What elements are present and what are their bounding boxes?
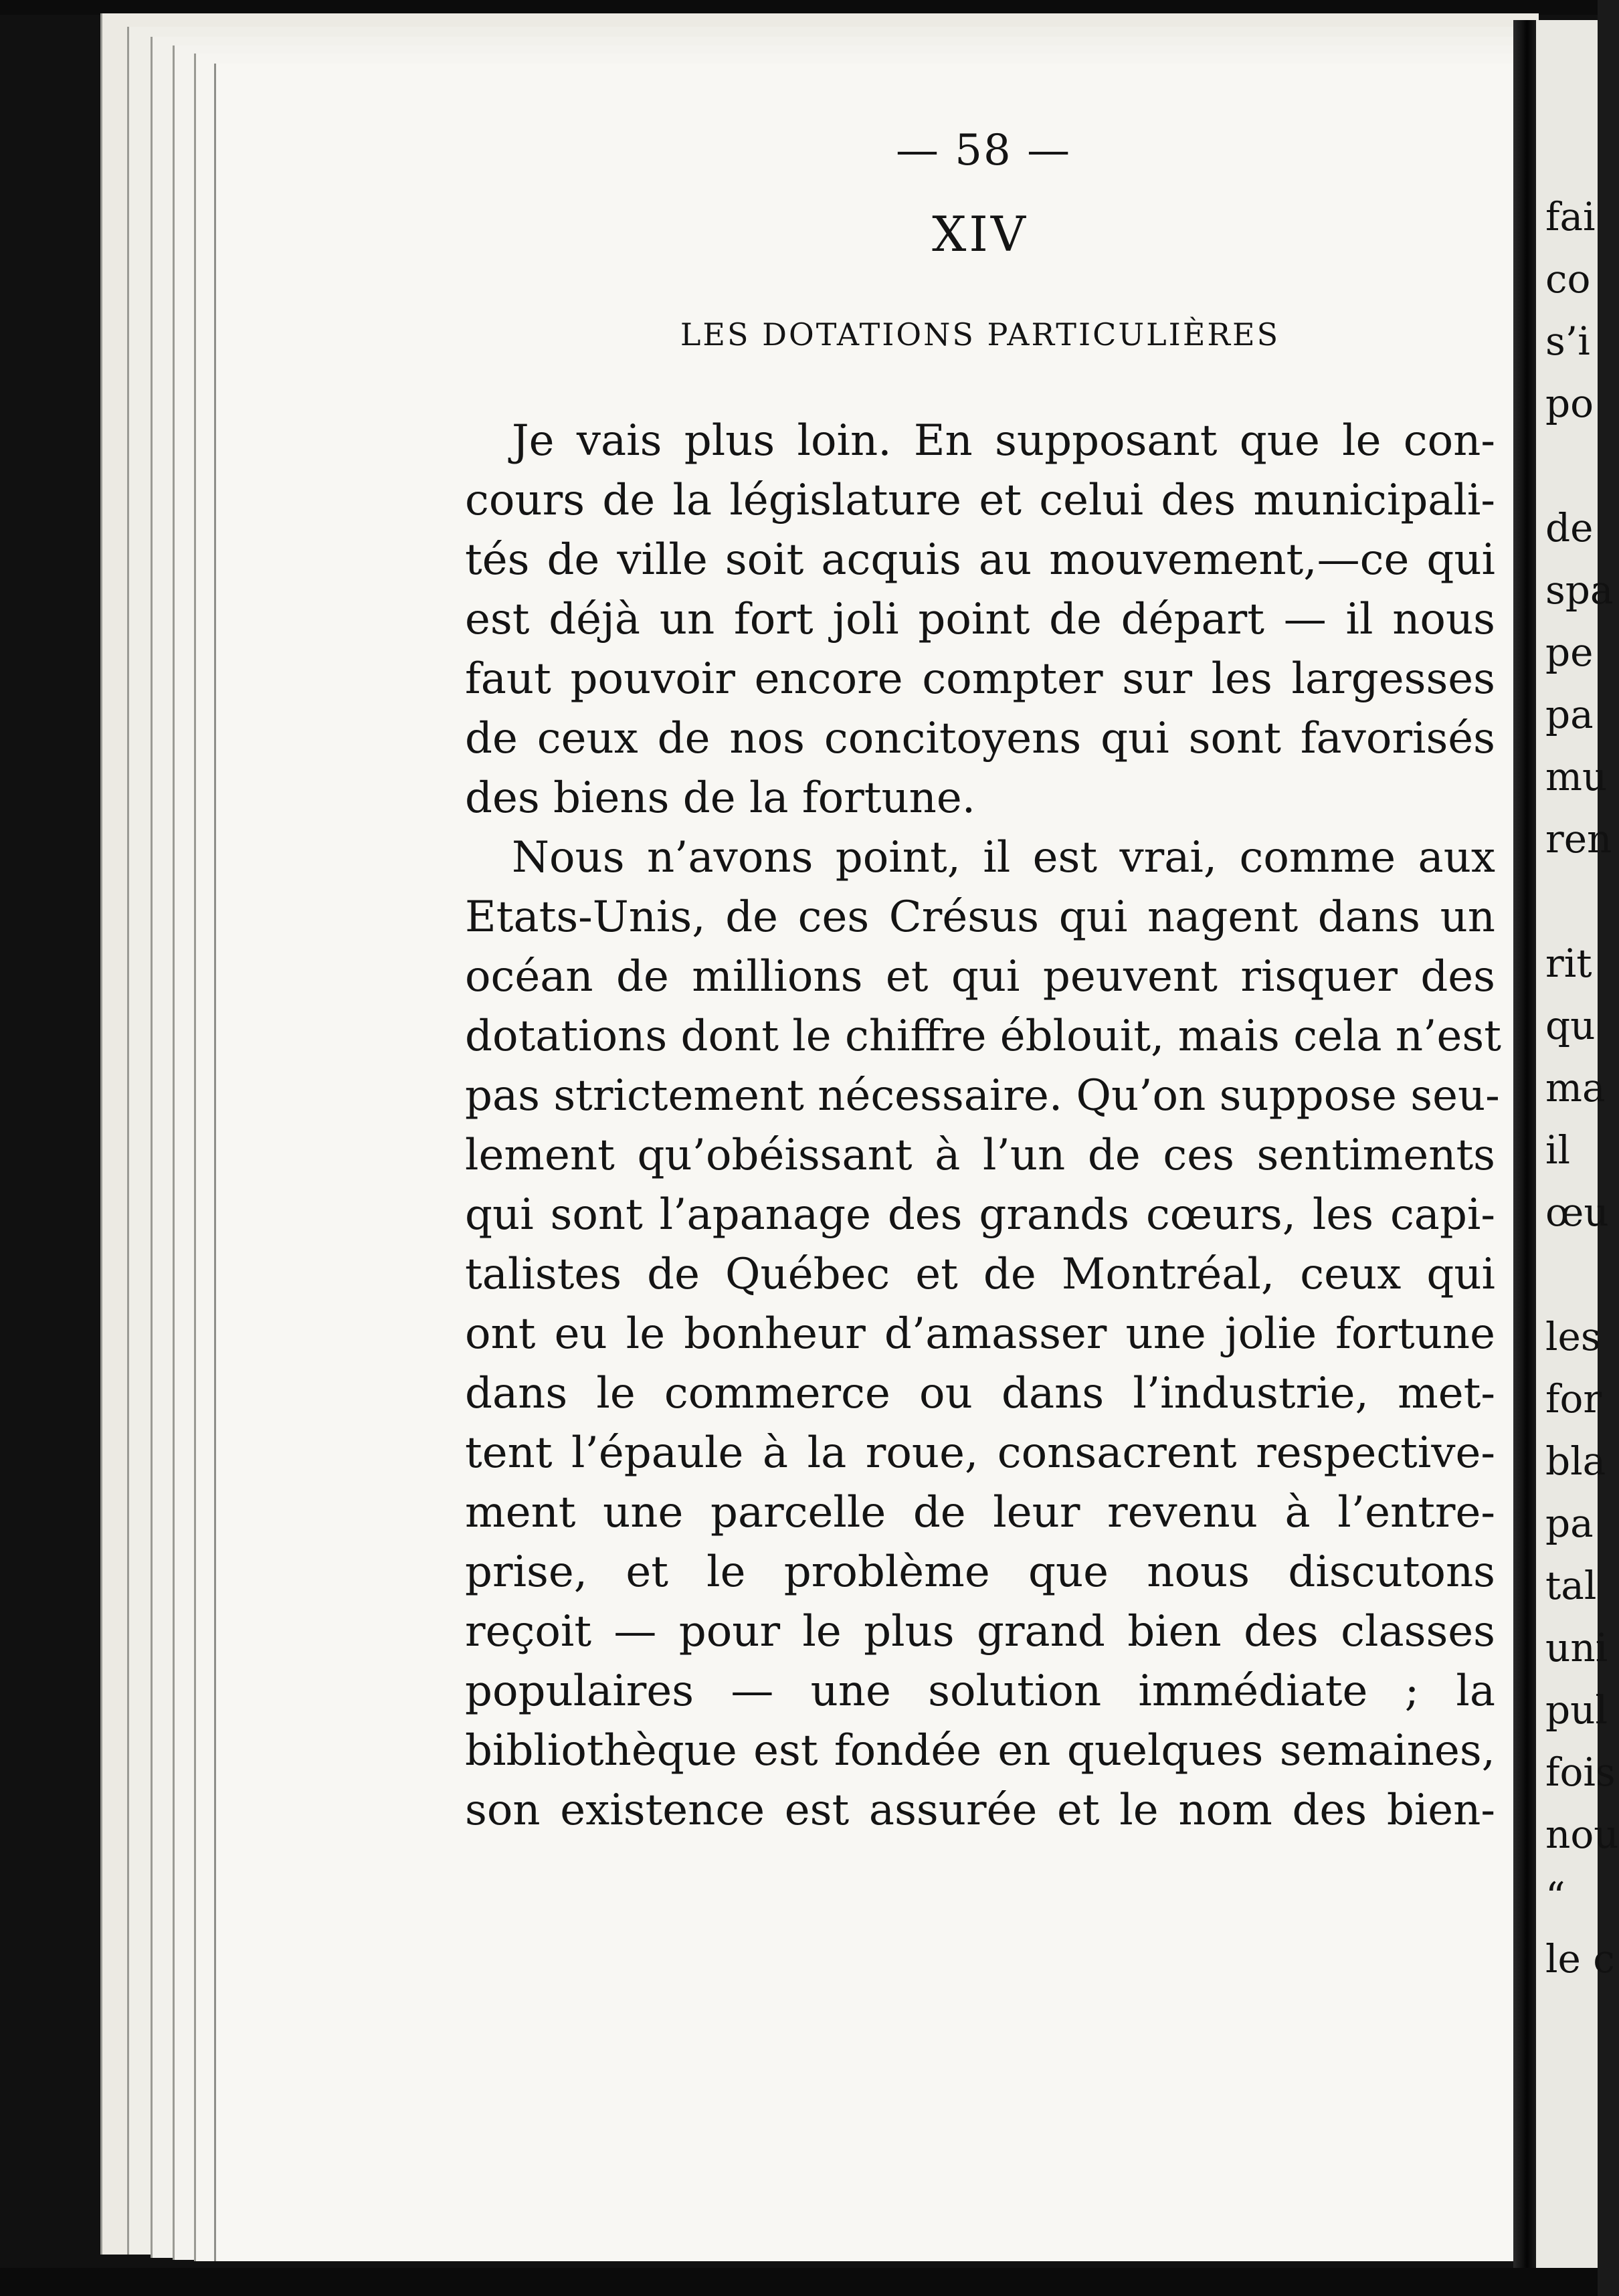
facing-page-fragment: fois: [1545, 1749, 1616, 1795]
text-line: océan de millions et qui peuvent risquer des: [465, 952, 1495, 1001]
text-line: prise, et le problème que nous discutons: [465, 1547, 1495, 1597]
facing-page-fragment: le c: [1545, 1936, 1615, 1982]
facing-page-fragment: s’i: [1545, 318, 1590, 364]
text-line: lement qu’obéissant à l’un de ces sentiments: [465, 1131, 1495, 1180]
facing-page-fragment: spa: [1545, 567, 1614, 613]
page-number: — 58 —: [895, 126, 1072, 175]
text-line: des biens de la fortune.: [465, 773, 976, 823]
text-line: Nous n’avons point, il est vrai, comme aux: [512, 833, 1495, 882]
text-line: populaires — une solution immédiate ; la: [465, 1666, 1495, 1716]
facing-page-fragment: bla: [1545, 1438, 1606, 1484]
text-line: dotations dont le chiffre éblouit, mais cela n’est: [465, 1012, 1501, 1061]
text-line: tent l’épaule à la roue, consacrent respective-: [465, 1428, 1495, 1478]
text-line: Je vais plus loin. En supposant que le con-: [512, 416, 1495, 466]
facing-page-fragment: les: [1545, 1314, 1601, 1359]
paragraph-1: [465, 411, 1495, 828]
facing-page-fragment: for: [1545, 1376, 1602, 1422]
facing-page-fragment: tal: [1545, 1563, 1597, 1608]
facing-page-fragment: uni: [1545, 1625, 1608, 1670]
facing-page-fragment: ma: [1545, 1065, 1606, 1111]
text-line: qui sont l’apanage des grands cœurs, les capi-: [465, 1190, 1495, 1240]
text-line: cours de la législature et celui des municipali-: [465, 476, 1495, 525]
text-line: Etats-Unis, de ces Crésus qui nagent dans un: [465, 892, 1495, 942]
text-line: de ceux de nos concitoyens qui sont favorisés: [465, 714, 1495, 763]
text-line: ont eu le bonheur d’amasser une jolie fortune: [465, 1309, 1495, 1359]
facing-page-fragment: de: [1545, 505, 1594, 551]
text-line: est déjà un fort joli point de départ — il nous: [465, 595, 1495, 644]
facing-page-fragment: pa: [1545, 1501, 1594, 1546]
facing-page-fragment: po: [1545, 381, 1594, 426]
text-line: faut pouvoir encore compter sur les largesses: [465, 654, 1495, 704]
page-content: [465, 114, 1501, 1840]
chapter-number: XIV: [932, 206, 1028, 262]
text-line: reçoit — pour le plus grand bien des classes: [465, 1607, 1495, 1656]
chapter-title: LES DOTATIONS PARTICULIÈRES: [680, 316, 1280, 353]
facing-page-fragment: il: [1545, 1127, 1571, 1173]
facing-page-fragment: pe: [1545, 630, 1594, 675]
text-line: talistes de Québec et de Montréal, ceux qui: [465, 1250, 1495, 1299]
facing-page-fragment: fai: [1545, 194, 1596, 240]
text-line: bibliothèque est fondée en quelques semaines,: [465, 1726, 1495, 1776]
facing-page-fragment: nou: [1545, 1812, 1619, 1857]
facing-page-fragment: “: [1545, 1874, 1565, 1919]
text-line: ment une parcelle de leur revenu à l’entre-: [465, 1488, 1495, 1537]
facing-page-fragment: œu: [1545, 1189, 1609, 1235]
text-line: tés de ville soit acquis au mouvement,—ce qui: [465, 535, 1495, 585]
scan-border-bottom: [0, 2268, 1598, 2296]
facing-page-fragment: rit: [1545, 941, 1592, 986]
facing-page-fragment: mu: [1545, 754, 1608, 799]
text-line: dans le commerce ou dans l’industrie, met-: [465, 1369, 1495, 1418]
facing-page-fragment: co: [1545, 256, 1591, 302]
facing-page-fragment: ren: [1545, 816, 1612, 862]
facing-page-strip: [1536, 20, 1619, 2268]
scan-border-top: [0, 0, 1598, 15]
facing-page-fragment: qu: [1545, 1003, 1596, 1048]
body-text: [465, 411, 1501, 1840]
text-line: pas strictement nécessaire. Qu’on suppose seu-: [465, 1071, 1500, 1121]
facing-page-fragment: pa: [1545, 692, 1594, 737]
facing-page-fragment: pul: [1545, 1687, 1608, 1733]
paragraph-2: [465, 828, 1501, 1840]
text-line: son existence est assurée et le nom des bien-: [465, 1786, 1495, 1835]
book-gutter: [1513, 20, 1536, 2268]
